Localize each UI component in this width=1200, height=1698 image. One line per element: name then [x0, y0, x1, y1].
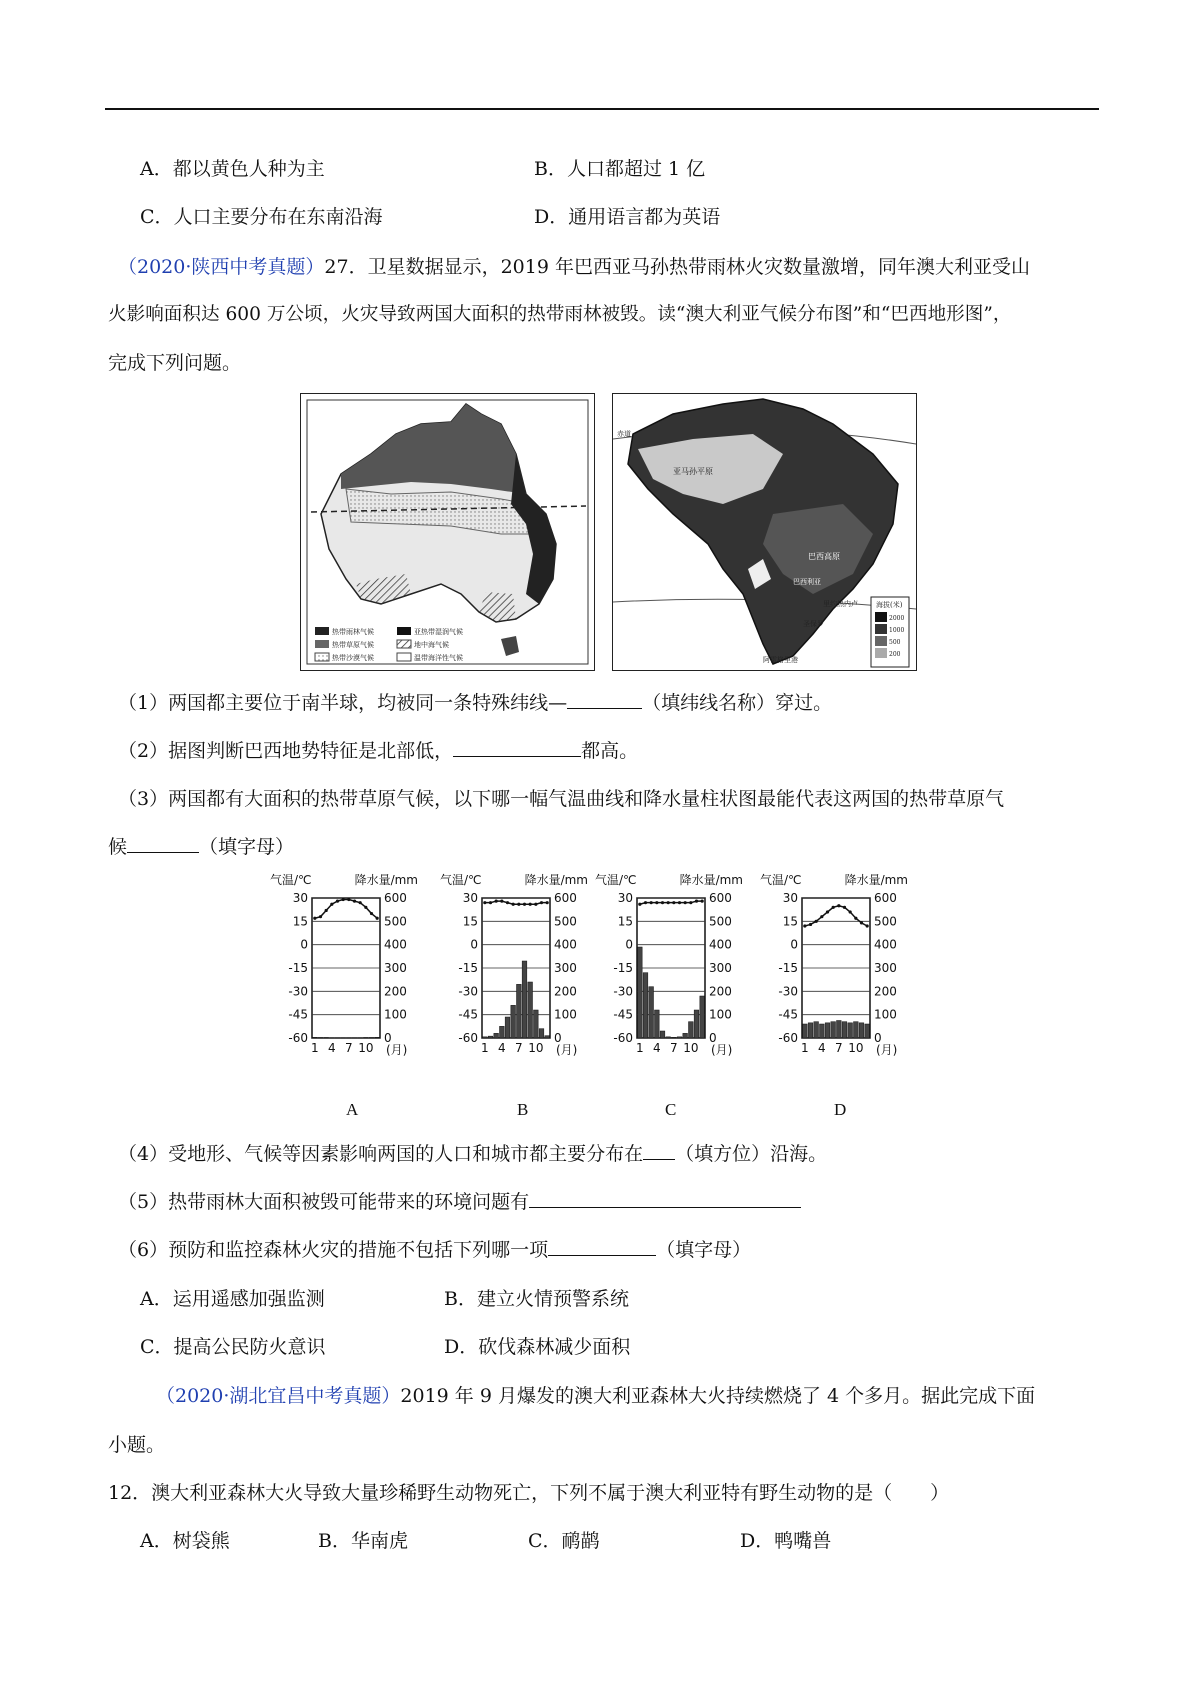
q27-sub5 [118, 1189, 801, 1215]
brazil-legend-200: 200 [889, 651, 901, 658]
chart-D-precip-bar [808, 1023, 813, 1038]
chart-D-temp-tick: -15 [778, 961, 798, 975]
chart-C-precip-tick: 400 [709, 937, 732, 952]
chart-C-temp-label: 气温/℃ [595, 873, 637, 887]
prev-option-b: B．人口都超过 1 亿 [534, 158, 706, 180]
chart-C-precip-bar [689, 1022, 694, 1038]
chart-D-precip-bar [831, 1022, 836, 1038]
chart-B-temp-tick: -15 [458, 961, 478, 975]
chart-D-precip-bar [859, 1023, 864, 1038]
q27-sub2-text-a: （2）据图判断巴西地势特征是北部低， [118, 740, 454, 762]
chart-D-temp-line [805, 906, 867, 926]
chart-C-temp-tick: 15 [617, 914, 633, 929]
brazil-label-amazon: 亚马孙平原 [673, 467, 713, 476]
brazil-label-rio: 里约热内卢 [823, 600, 858, 608]
q27-sub3-text-c: （填字母） [199, 836, 295, 858]
chart-B-precip-bar [528, 982, 533, 1038]
q12-intro-line2: 小题。 [108, 1434, 166, 1456]
chart-A-temp-point [359, 901, 362, 904]
chart-A-temp-tick: 0 [300, 937, 308, 952]
prev-option-c: C．人口主要分布在东南沿海 [140, 206, 383, 228]
q27-sub1-text-a: （1）两国都主要位于南半球，均被同一条特殊纬线— [118, 692, 568, 714]
chart-D-temp-tick: -60 [778, 1031, 798, 1045]
brazil-terrain-map [612, 393, 917, 671]
aus-legend-5: 地中海气候 [414, 641, 449, 649]
chart-C-precip-tick: 200 [709, 984, 732, 999]
chart-A-temp-point [325, 909, 328, 912]
chart-B-month-tick: 1 [481, 1041, 489, 1055]
chart-C-precip-tick: 100 [709, 1007, 732, 1022]
chart-B-temp-tick: 30 [462, 891, 478, 905]
brazil-label-brasilia: 巴西利亚 [793, 578, 821, 586]
chart-A-temp-point [342, 898, 345, 901]
chart-C-temp-tick: -30 [613, 984, 633, 999]
chart-A-month-tick: 1 [311, 1041, 319, 1055]
chart-B-temp-tick: 15 [462, 914, 478, 929]
chart-C-precip-bar [677, 1037, 682, 1038]
climate-charts [270, 870, 920, 1070]
chart-B-temp-point [540, 901, 543, 904]
chart-B-precip-tick: 400 [554, 937, 577, 952]
chart-D-precip-bar [842, 1022, 847, 1038]
q27-intro-line1 [118, 254, 1030, 280]
chart-B-month-unit: (月) [556, 1043, 578, 1057]
chart-A-precip-tick: 100 [384, 1007, 407, 1022]
chart-A-temp-point [319, 915, 322, 918]
q12-source: （2020·湖北宜昌中考真题） [156, 1385, 401, 1407]
brazil-label-plateau: 巴西高原 [808, 552, 840, 561]
chart-D-temp-point [820, 915, 823, 918]
q27-sub6-text-a: （6）预防和监控森林火灾的措施不包括下列哪一项 [118, 1239, 549, 1261]
chart-B-month-tick: 4 [498, 1041, 506, 1055]
chart-D-month-tick: 10 [848, 1041, 864, 1055]
brazil-legend-1000: 1000 [889, 627, 905, 634]
q27-sub4-text-a: （4）受地形、气候等因素影响两国的人口和城市都主要分布在 [118, 1143, 644, 1165]
chart-C-precip-bar [643, 973, 648, 1038]
prev-option-d: D．通用语言都为英语 [534, 206, 721, 228]
brazil-label-portoalegre: 阿雷格里港 [763, 656, 798, 664]
q12-option-a: A．树袋熊 [140, 1530, 230, 1552]
chart-A-temp-point [336, 900, 339, 903]
chart-D-temp-point [860, 921, 863, 924]
chart-C-precip-tick: 600 [709, 891, 732, 905]
chart-D-month-tick: 7 [835, 1041, 843, 1055]
chart-B-temp-tick: 0 [470, 937, 478, 952]
q27-sub3-line2 [108, 834, 294, 860]
chart-C-temp-tick: -45 [613, 1007, 633, 1022]
chart-B-precip-bar [517, 984, 522, 1038]
chart-B-precip-bar [522, 961, 527, 1038]
chart-C-temp-tick: -15 [613, 961, 633, 975]
chart-B-temp-tick: -45 [458, 1007, 478, 1022]
chart-D-precip-tick: 0 [874, 1031, 882, 1045]
chart-A-temp-line [315, 900, 377, 919]
aus-legend-2: 热带草原气候 [332, 641, 374, 649]
chart-D-precip-bar [820, 1024, 825, 1038]
q12-option-b: B．华南虎 [318, 1530, 408, 1552]
chart-A-temp-label: 气温/℃ [270, 873, 312, 887]
chart-C-month-tick: 4 [653, 1041, 661, 1055]
chart-B-precip-bar [539, 1029, 544, 1038]
chart-C-temp-point [684, 901, 687, 904]
chart-B-precip-tick: 300 [554, 961, 577, 975]
chart-C-precip-label: 降水量/mm [679, 873, 743, 887]
chart-B-temp-point [512, 903, 515, 906]
q12-option-d: D．鸭嘴兽 [740, 1530, 832, 1552]
chart-C-month-unit: (月) [711, 1043, 733, 1057]
chart-D-temp-tick: -45 [778, 1007, 798, 1022]
chart-B-precip-tick: 0 [554, 1031, 562, 1045]
chart-A-temp-tick: -60 [288, 1031, 308, 1045]
climate-label-d: D [834, 1100, 847, 1119]
chart-D-month-tick: 1 [801, 1041, 809, 1055]
chart-A-temp-tick: -45 [288, 1007, 308, 1022]
chart-D-precip-bar [848, 1023, 853, 1038]
prev-option-a: A．都以黄色人种为主 [140, 158, 325, 180]
aus-legend-4: 亚热带湿润气候 [414, 628, 463, 636]
chart-A-temp-point [347, 898, 350, 901]
chart-C-precip-bar [683, 1033, 688, 1038]
chart-D-temp-point [803, 924, 806, 927]
brazil-legend-title: 海拔(米) [876, 601, 903, 609]
chart-B-temp-point [529, 903, 532, 906]
q27-sub6-blank[interactable] [548, 1237, 656, 1256]
q27-opt6-b: B．建立火情预警系统 [444, 1288, 629, 1310]
chart-D-temp-point [815, 920, 818, 923]
chart-A-precip-tick: 300 [384, 961, 407, 975]
chart-D-temp-point [826, 910, 829, 913]
q27-sub6-text-b: （填字母） [656, 1239, 752, 1261]
brazil-legend-2000: 2000 [889, 615, 905, 622]
aus-legend-6: 温带海洋性气候 [414, 654, 463, 662]
chart-C-precip-bar [655, 1010, 660, 1038]
chart-C-temp-point [695, 900, 698, 903]
chart-B-temp-tick: -30 [458, 984, 478, 999]
q27-intro-line2: 火影响面积达 600 万公顷，火灾导致两国大面积的热带雨林被毁。读“澳大利亚气候分布图”和“巴西地形图”， [108, 304, 1012, 325]
chart-A-temp-tick: -30 [288, 984, 308, 999]
chart-A-month-tick: 4 [328, 1041, 336, 1055]
chart-A-precip-tick: 600 [384, 891, 407, 905]
chart-C-temp-point [644, 901, 647, 904]
chart-C-temp-tick: 0 [625, 937, 633, 952]
chart-B-precip-tick: 200 [554, 984, 577, 999]
q27-sub2 [118, 738, 638, 764]
q27-sub4 [118, 1141, 827, 1167]
chart-B-temp-tick: -60 [458, 1031, 478, 1045]
chart-D-precip-tick: 300 [874, 961, 897, 975]
chart-A-temp-point [370, 912, 373, 915]
q27-opt6-a: A．运用遥感加强监测 [140, 1288, 325, 1310]
chart-B-temp-point [489, 901, 492, 904]
chart-A-temp-tick: 15 [292, 914, 308, 929]
chart-C-month-tick: 1 [636, 1041, 644, 1055]
chart-C-precip-bar [638, 947, 643, 1038]
q27-intro1-text: 27．卫星数据显示，2019 年巴西亚马孙热带雨林火灾数量激增，同年澳大利亚受山 [324, 256, 1030, 278]
q12-question: 12．澳大利亚森林大火导致大量珍稀野生动物死亡，下列不属于澳大利亚特有野生动物的是（ ） [108, 1482, 950, 1504]
chart-D-precip-tick: 200 [874, 984, 897, 999]
q12-intro-line1 [156, 1383, 1035, 1409]
chart-A-temp-point [376, 917, 379, 920]
chart-C-temp-point [655, 901, 658, 904]
climate-label-c: C [665, 1100, 677, 1119]
aus-legend-1: 热带雨林气候 [332, 628, 374, 636]
chart-D-precip-tick: 500 [874, 914, 897, 929]
chart-D-temp-point [843, 906, 846, 909]
chart-B-temp-point [483, 901, 486, 904]
chart-A-month-tick: 7 [345, 1041, 353, 1055]
aus-legend-3: 热带沙漠气候 [332, 654, 374, 662]
q27-sub1-blank[interactable] [567, 690, 642, 709]
chart-B-precip-bar [534, 1010, 539, 1038]
chart-B-temp-point [546, 901, 549, 904]
chart-A-precip-tick: 400 [384, 937, 407, 952]
chart-C-temp-point [650, 901, 653, 904]
chart-A-temp-tick: 30 [292, 891, 308, 905]
chart-A-temp-point [353, 900, 356, 903]
chart-A-temp-tick: -15 [288, 961, 308, 975]
chart-B-precip-bar [511, 1005, 516, 1038]
chart-B-precip-tick: 500 [554, 914, 577, 929]
q27-sub3-blank[interactable] [127, 834, 199, 853]
q27-sub6 [118, 1237, 751, 1263]
chart-C-precip-tick: 0 [709, 1031, 717, 1045]
chart-B-temp-point [495, 900, 498, 903]
q27-sub3-line1: （3）两国都有大面积的热带草原气候，以下哪一幅气温曲线和降水量柱状图最能代表这两国的热带草原气 [118, 788, 1005, 810]
chart-D-precip-bar [825, 1023, 830, 1038]
chart-D-temp-tick: 0 [790, 937, 798, 952]
chart-D-precip-bar [854, 1022, 859, 1038]
q12-intro1-text: 2019 年 9 月爆发的澳大利亚森林大火持续燃烧了 4 个多月。据此完成下面 [400, 1385, 1036, 1407]
q27-sub2-blank[interactable] [453, 738, 581, 757]
q27-sub2-text-b: 都高。 [581, 740, 639, 762]
chart-B-precip-bar [483, 1037, 488, 1038]
q27-sub1-text-b: （填纬线名称）穿过。 [642, 692, 833, 714]
chart-D-precip-bar [865, 1024, 870, 1038]
chart-B-temp-point [523, 903, 526, 906]
q12-option-c: C．鸸鹋 [528, 1530, 600, 1552]
chart-D-temp-label: 气温/℃ [760, 873, 802, 887]
chart-B-temp-label: 气温/℃ [440, 873, 482, 887]
chart-C-temp-line [640, 901, 702, 904]
chart-C-precip-tick: 500 [709, 914, 732, 929]
chart-C-temp-point [678, 901, 681, 904]
chart-D-precip-bar [814, 1022, 819, 1038]
top-rule [105, 108, 1099, 110]
chart-D-temp-point [837, 904, 840, 907]
chart-B-precip-bar [545, 1036, 550, 1038]
chart-C-precip-bar [666, 1037, 671, 1038]
chart-D-temp-point [849, 910, 852, 913]
chart-D-month-tick: 4 [818, 1041, 826, 1055]
chart-A-month-unit: (月) [386, 1043, 408, 1057]
chart-C-precip-bar [660, 1031, 665, 1038]
q27-source: （2020·陕西中考真题） [118, 256, 325, 278]
chart-C-month-tick: 10 [683, 1041, 699, 1055]
q27-opt6-d: D．砍伐森林减少面积 [444, 1336, 631, 1358]
q27-intro-line3: 完成下列问题。 [108, 352, 242, 374]
chart-A-temp-point [313, 917, 316, 920]
brazil-label-equator: 赤道 [617, 430, 631, 438]
chart-C-temp-point [701, 900, 704, 903]
q27-sub5-text: （5）热带雨林大面积被毁可能带来的环境问题有 [118, 1191, 530, 1213]
chart-D-precip-tick: 100 [874, 1007, 897, 1022]
q27-sub4-text-b: （填方位）沿海。 [675, 1143, 828, 1165]
chart-C-temp-point [689, 901, 692, 904]
brazil-label-saopaulo: 圣保罗 [803, 620, 824, 628]
chart-D-precip-bar [837, 1021, 842, 1039]
chart-B-temp-point [500, 900, 503, 903]
chart-D-temp-tick: -30 [778, 984, 798, 999]
chart-B-temp-point [517, 903, 520, 906]
chart-D-precip-tick: 400 [874, 937, 897, 952]
chart-C-precip-tick: 300 [709, 961, 732, 975]
q27-sub5-blank[interactable] [529, 1189, 801, 1208]
chart-B-precip-tick: 100 [554, 1007, 577, 1022]
chart-B-temp-point [506, 901, 509, 904]
chart-B-precip-bar [500, 1026, 505, 1038]
chart-D-precip-label: 降水量/mm [844, 873, 908, 887]
chart-B-precip-tick: 600 [554, 891, 577, 905]
chart-A-precip-tick: 500 [384, 914, 407, 929]
chart-B-temp-point [534, 903, 537, 906]
q27-opt6-c: C．提高公民防火意识 [140, 1336, 326, 1358]
q27-sub1 [118, 690, 832, 716]
climate-label-b: B [517, 1100, 529, 1119]
chart-D-temp-point [809, 923, 812, 926]
chart-B-month-tick: 7 [515, 1041, 523, 1055]
chart-C-precip-bar [694, 1010, 699, 1038]
chart-A-precip-tick: 200 [384, 984, 407, 999]
chart-C-precip-bar [672, 1037, 677, 1038]
chart-B-temp-line [485, 901, 547, 904]
chart-D-temp-point [832, 906, 835, 909]
chart-C-precip-bar [649, 987, 654, 1038]
australia-climate-map [300, 393, 595, 671]
chart-C-temp-point [672, 901, 675, 904]
chart-A-temp-point [330, 903, 333, 906]
chart-A-precip-bar [313, 1037, 318, 1038]
chart-D-temp-tick: 15 [782, 914, 798, 929]
chart-B-precip-bar [505, 1017, 510, 1038]
chart-C-temp-point [667, 901, 670, 904]
chart-B-precip-bar [494, 1033, 499, 1038]
chart-D-precip-bar [803, 1024, 808, 1038]
chart-C-temp-point [661, 901, 664, 904]
chart-C-temp-tick: -60 [613, 1031, 633, 1045]
chart-C-precip-bar [700, 996, 705, 1038]
chart-A-precip-label: 降水量/mm [354, 873, 418, 887]
climate-label-a: A [346, 1100, 359, 1119]
chart-C-temp-point [638, 903, 641, 906]
chart-D-temp-point [854, 917, 857, 920]
chart-D-temp-tick: 30 [782, 891, 798, 905]
chart-D-month-unit: (月) [876, 1043, 898, 1057]
chart-D-temp-point [866, 924, 869, 927]
chart-A-temp-point [364, 906, 367, 909]
chart-A-month-tick: 10 [358, 1041, 374, 1055]
chart-B-precip-label: 降水量/mm [524, 873, 588, 887]
chart-C-temp-tick: 30 [617, 891, 633, 905]
chart-C-month-tick: 7 [670, 1041, 678, 1055]
q27-sub4-blank[interactable] [643, 1141, 675, 1160]
chart-A-precip-tick: 0 [384, 1031, 392, 1045]
chart-A-precip-bar [375, 1037, 380, 1038]
q27-sub3-text-b: 候 [108, 836, 128, 858]
chart-D-precip-tick: 600 [874, 891, 897, 905]
chart-B-month-tick: 10 [528, 1041, 544, 1055]
brazil-legend-500: 500 [889, 639, 901, 646]
chart-B-precip-bar [488, 1036, 493, 1038]
